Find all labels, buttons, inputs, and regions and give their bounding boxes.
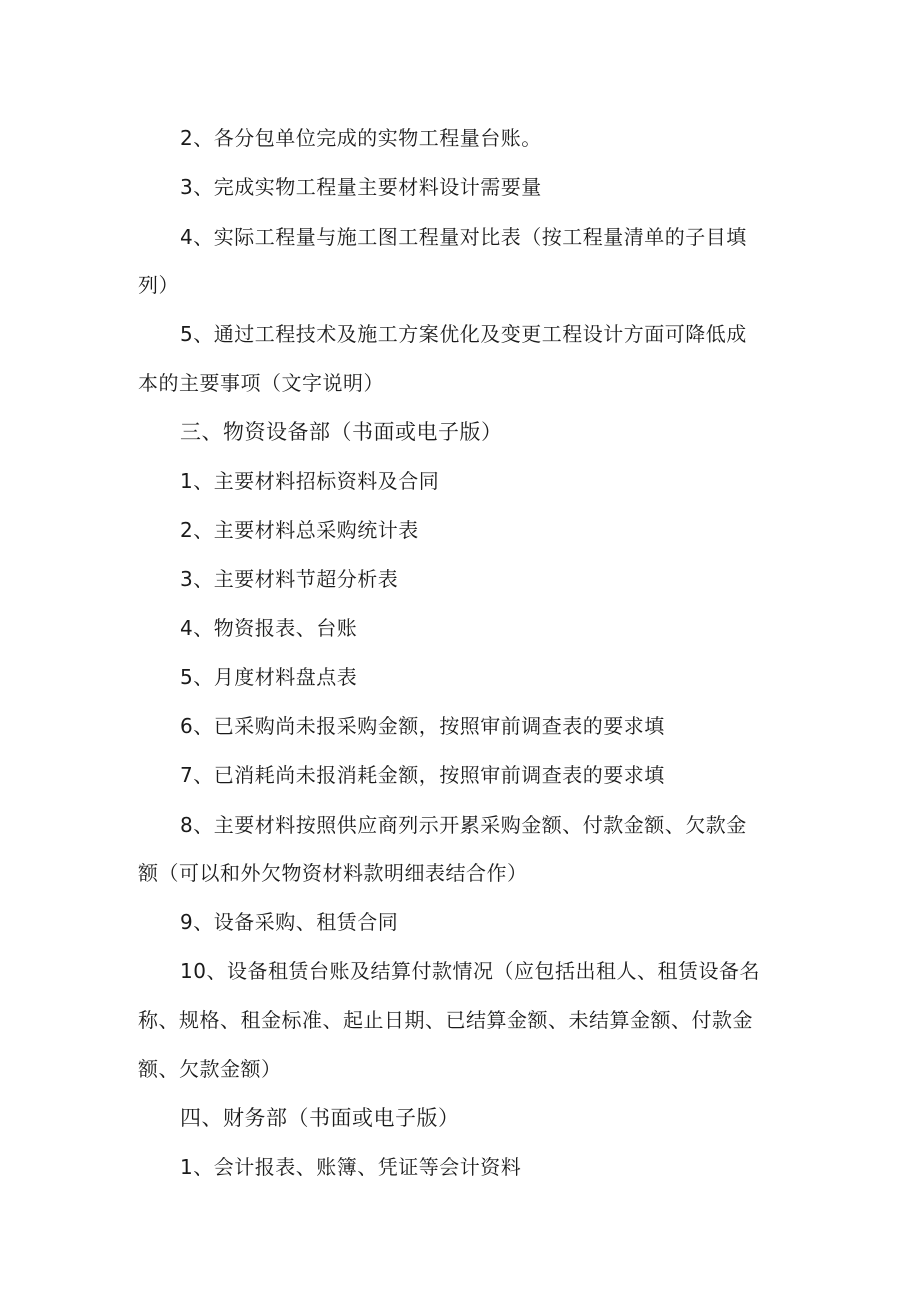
materials-item-1: 1、主要材料招标资料及合同 (180, 469, 440, 493)
materials-item-8: 8、主要材料按照供应商列示开累采购金额、付款金额、欠款金 (180, 813, 747, 837)
materials-item-10-continuation-2: 额、欠款金额） (138, 1057, 282, 1081)
item-4-quantity-comparison: 4、实际工程量与施工图工程量对比表（按工程量清单的子目填 (180, 225, 747, 249)
section-heading-finance-dept: 四、财务部（书面或电子版） (180, 1106, 460, 1130)
finance-item-1: 1、会计报表、账簿、凭证等会计资料 (180, 1155, 522, 1179)
materials-item-8-continuation: 额（可以和外欠物资材料款明细表结合作） (138, 861, 528, 885)
materials-item-10: 10、设备租赁台账及结算付款情况（应包括出租人、租赁设备名 (180, 959, 760, 983)
materials-item-7: 7、已消耗尚未报消耗金额，按照审前调查表的要求填 (180, 763, 665, 787)
materials-item-10-continuation-1: 称、规格、租金标准、起止日期、已结算金额、未结算金额、付款金 (138, 1008, 753, 1032)
materials-item-3: 3、主要材料节超分析表 (180, 567, 399, 591)
item-3-material-requirement: 3、完成实物工程量主要材料设计需要量 (180, 175, 542, 199)
materials-item-6: 6、已采购尚未报采购金额，按照审前调查表的要求填 (180, 714, 665, 738)
item-2-subcontract-ledger: 2、各分包单位完成的实物工程量台账。 (180, 126, 542, 150)
item-4-continuation: 列） (138, 273, 179, 297)
item-5-cost-reduction: 5、通过工程技术及施工方案优化及变更工程设计方面可降低成 (180, 322, 747, 346)
item-5-continuation: 本的主要事项（文字说明） (138, 371, 384, 395)
materials-item-4: 4、物资报表、台账 (180, 616, 358, 640)
section-heading-materials-dept: 三、物资设备部（书面或电子版） (180, 420, 503, 444)
materials-item-9: 9、设备采购、租赁合同 (180, 910, 399, 934)
materials-item-5: 5、月度材料盘点表 (180, 665, 358, 689)
materials-item-2: 2、主要材料总采购统计表 (180, 518, 419, 542)
